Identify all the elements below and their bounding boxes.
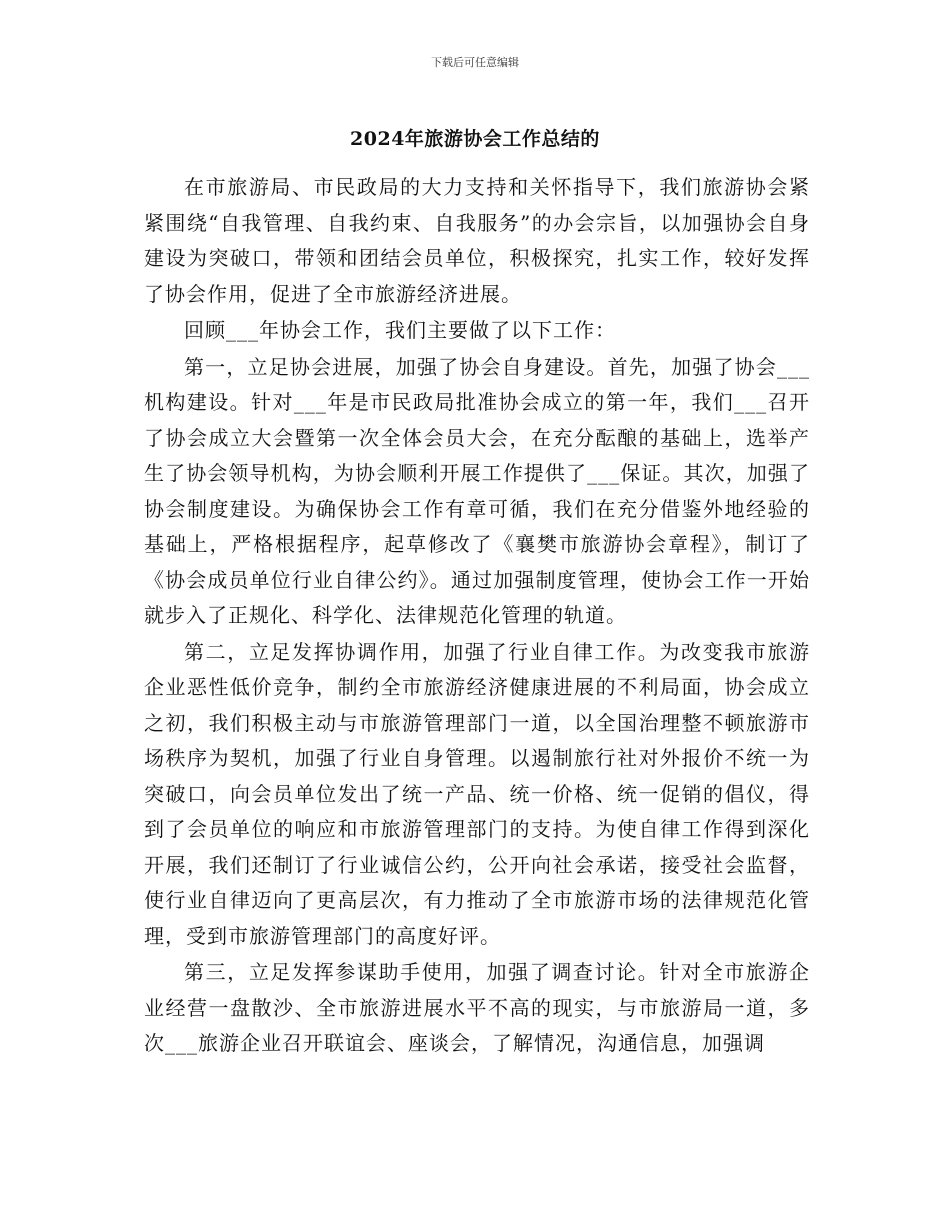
paragraph-first: 第一，立足协会进展，加强了协会自身建设。首先，加强了协会___机构建设。针对___年是市民政局批准协会成立的第一年，我们___召开了协会成立大会暨第一次全体会员大会，在充分酝酿的基础上，选举产生了协会领导机构，为协会顺利开展工作提供了___保证。其次，加强了协会制度建设。为确保协会工作有章可循，我们在充分借鉴外地经验的基础上，严格根据程序，起草修改了《襄樊市旅游协会章程》，制订了《协会成员单位行业自律公约》。通过加强制度管理，使协会工作一开始就步入了正规化、科学化、法律规范化管理的轨道。 xyxy=(144,354,810,627)
paragraph-third: 第三，立足发挥参谋助手使用，加强了调查讨论。针对全市旅游企业经营一盘散沙、全市旅游进展水平不高的现实，与市旅游局一道，多次___旅游企业召开联谊会、座谈会，了解情况，沟通信息，加强调 xyxy=(144,960,810,1055)
paragraph-review: 回顾___年协会工作，我们主要做了以下工作： xyxy=(184,318,616,342)
document-title: 2024年旅游协会工作总结的 xyxy=(350,128,600,150)
document-body xyxy=(144,170,810,1062)
paragraph-intro: 在市旅游局、市民政局的大力支持和关怀指导下，我们旅游协会紧紧围绕“自我管理、自我约束、自我服务”的办会宗旨，以加强协会自身建设为突破口，带领和团结会员单位，积极探究，扎实工作，较好发挥了协会作用，促进了全市旅游经济进展。 xyxy=(144,175,810,306)
paragraph-second: 第二，立足发挥协调作用，加强了行业自律工作。为改变我市旅游企业恶性低价竞争，制约全市旅游经济健康进展的不利局面，协会成立之初，我们积极主动与市旅游管理部门一道，以全国治理整不顿旅游市场秩序为契机，加强了行业自身管理。以遏制旅行社对外报价不统一为突破口，向会员单位发出了统一产品、统一价格、统一促销的倡仪，得到了会员单位的响应和市旅游管理部门的支持。为使自律工作得到深化开展，我们还制订了行业诚信公约，公开向社会承诺，接受社会监督，使行业自律迈向了更高层次，有力推动了全市旅游市场的法律规范化管理，受到市旅游管理部门的高度好评。 xyxy=(144,639,810,948)
page-header-note: 下载后可任意编辑 xyxy=(431,56,519,69)
